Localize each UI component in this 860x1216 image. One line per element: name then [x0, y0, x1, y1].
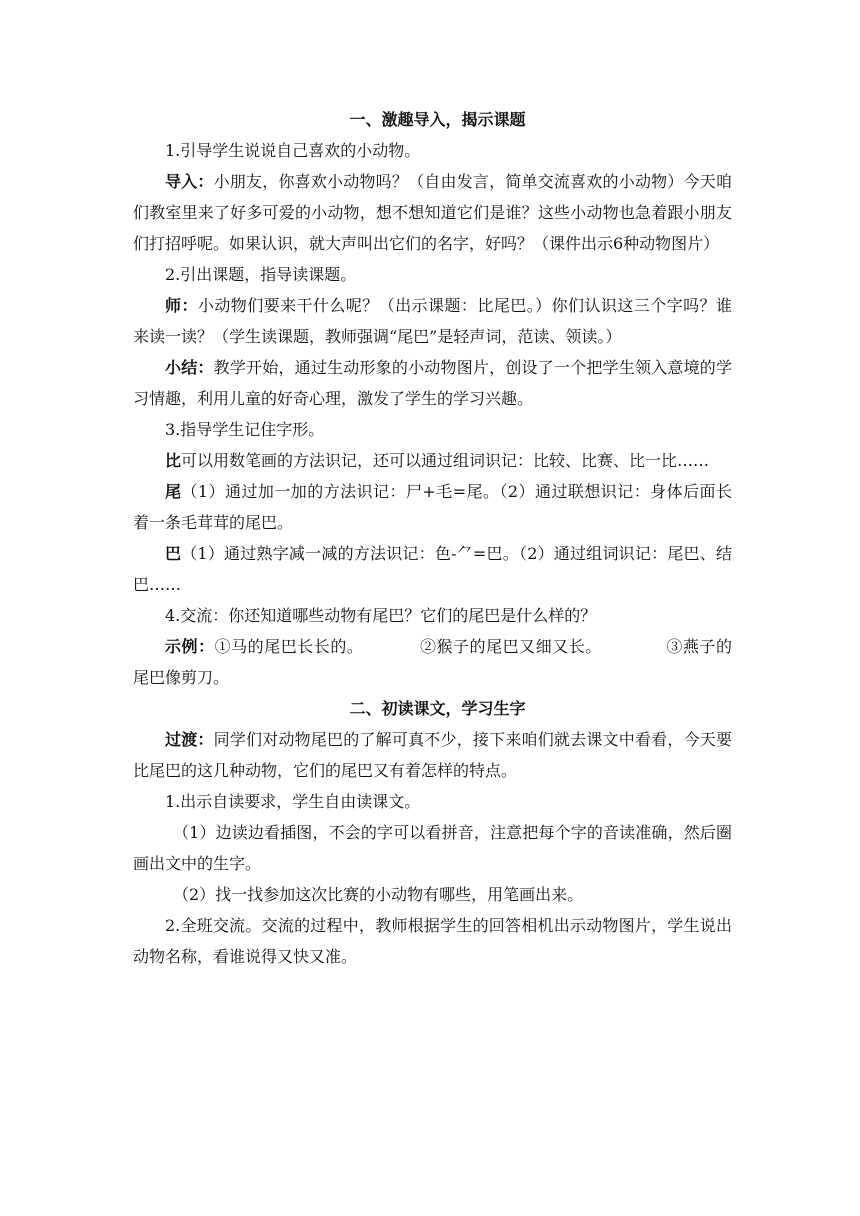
char-bi: 比: [165, 451, 182, 470]
char-ba-text: （1）通过熟字减一减的方法识记：色-⺈=巴。（2）通过组词识记：尾巴、结巴……: [133, 544, 732, 594]
summary-paragraph: [133, 352, 732, 414]
teacher-text: 小动物们要来干什么呢？（出示课题：比尾巴。）你们认识这三个字吗？谁来读一读？（学生读课题，教师强调“尾巴”是轻声词，范读、领读。）: [133, 296, 732, 346]
char-bi-text: 可以用数笔画的方法识记，还可以通过组词识记：比较、比赛、比一比……: [181, 451, 710, 470]
section-1-item-2: 2.引出课题，指导读课题。: [165, 265, 357, 284]
char-wei-text: （1）通过加一加的方法识记：尸+毛=尾。（2）通过联想识记：身体后面长着一条毛茸茸的尾巴。: [133, 482, 732, 532]
char-ba: 巴: [165, 544, 182, 563]
char-bi-paragraph: [133, 445, 732, 476]
example-2: ②猴子的尾巴又细又长。: [419, 637, 602, 656]
section-1-item-3: 3.指导学生记住字形。: [165, 420, 325, 439]
transition-text: 同学们对动物尾巴的了解可真不少，接下来咱们就去课文中看看，今天要比尾巴的这几种动物，它们的尾巴又有着怎样的特点。: [133, 730, 732, 780]
transition-label: 过渡：: [165, 730, 214, 749]
example-1: ①马的尾巴长长的。: [214, 637, 364, 656]
section-2-sub-1: （1）边读边看插图，不会的字可以看拼音，注意把每个字的音读准确，然后圈画出文中的生字。: [133, 823, 732, 873]
section-2-item-1: 1.出示自读要求，学生自由读课文。: [165, 792, 421, 811]
section-1-heading: 一、激趣导入，揭示课题: [349, 110, 526, 129]
section-1-item-1: 1.引导学生说说自己喜欢的小动物。: [165, 141, 421, 160]
section-2-sub-2: （2）找一找参加这次比赛的小动物有哪些，用笔画出来。: [173, 885, 584, 904]
example-paragraph: [133, 631, 732, 693]
summary-label: 小结：: [165, 358, 214, 377]
teacher-paragraph: [133, 290, 732, 352]
char-wei: 尾: [165, 482, 182, 501]
intro-paragraph: [133, 166, 732, 259]
summary-text: 教学开始，通过生动形象的小动物图片，创设了一个把学生领入意境的学习情趣，利用儿童的好奇心理，激发了学生的学习兴趣。: [133, 358, 732, 408]
section-2-item-2: 2.全班交流。交流的过程中，教师根据学生的回答相机出示动物图片，学生说出动物名称，看谁说得又快又准。: [133, 916, 732, 966]
section-2-heading: 二、初读课文，学习生字: [349, 699, 526, 718]
intro-text: 小朋友，你喜欢小动物吗？（自由发言，简单交流喜欢的小动物）今天咱们教室里来了好多可爱的小动物，想不想知道它们是谁？这些小动物也急着跟小朋友们打招呼呢。如果认识，就大声叫出它们的名字，好吗？（课件出示6种动物图片）: [133, 172, 732, 253]
transition-paragraph: [133, 724, 732, 786]
section-1-item-4: 4.交流：你还知道哪些动物有尾巴？它们的尾巴是什么样的？: [165, 606, 597, 625]
teacher-label: 师：: [165, 296, 198, 315]
example-3: ③燕子的尾巴像剪刀。: [133, 637, 732, 687]
example-label: 示例：: [165, 637, 215, 656]
char-wei-paragraph: [133, 476, 732, 538]
char-ba-paragraph: [133, 538, 732, 600]
intro-label: 导入：: [165, 172, 214, 191]
